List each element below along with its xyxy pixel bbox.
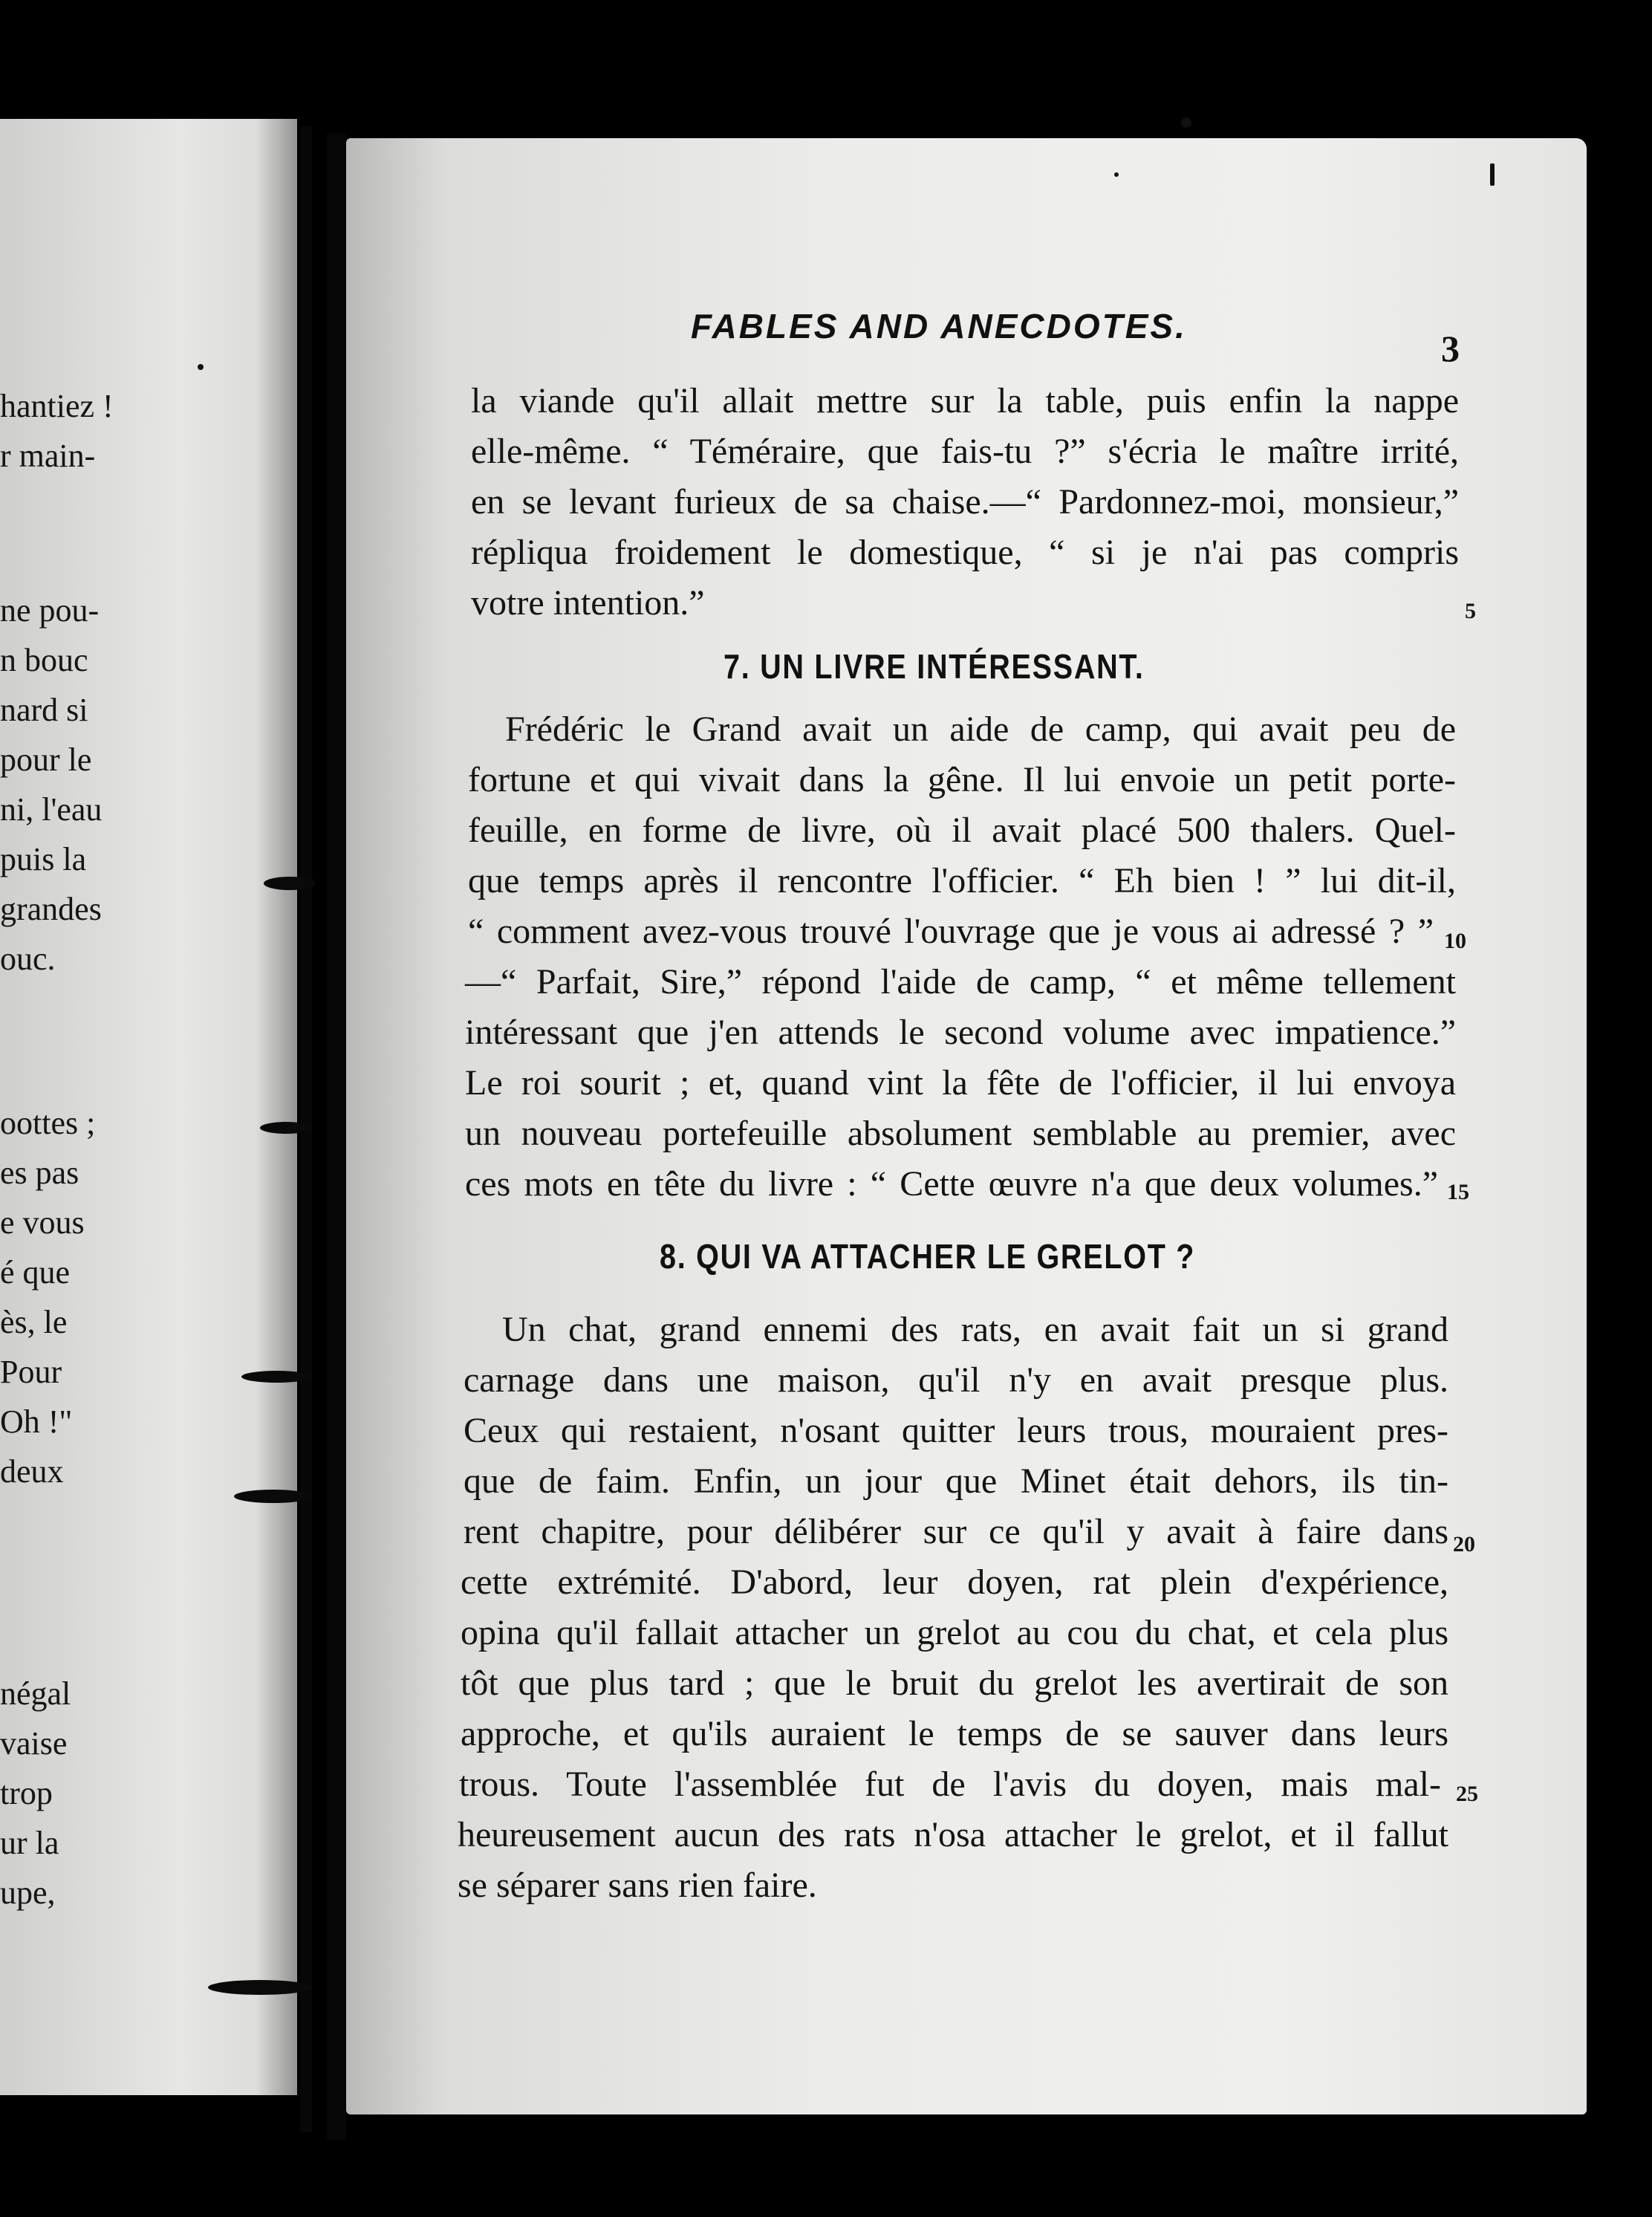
left-page-line: r main- — [0, 438, 96, 474]
section-title: 7. UN LIVRE INTÉRESSANT. — [723, 647, 1145, 686]
left-page-line: oottes ; — [0, 1105, 96, 1141]
left-page-line: es pas — [0, 1155, 79, 1191]
body-line: approche, et qu'ils auraient le temps de se sauver dans leurs — [461, 1714, 1448, 1753]
binding-stitch — [241, 1371, 312, 1383]
body-line: Un chat, grand ennemi des rats, en avait fait un si grand — [502, 1310, 1448, 1349]
body-line: —“ Parfait, Sire,” répond l'aide de camp, “ et même tellement — [465, 962, 1456, 1002]
left-page-line: nard si — [0, 692, 88, 728]
body-line: feuille, en forme de livre, où il avait placé 500 thalers. Quel- — [468, 811, 1456, 850]
scan-speck — [1114, 172, 1119, 177]
left-page-line: ur la — [0, 1825, 59, 1861]
line-number: 5 — [1465, 599, 1476, 623]
page-number: 3 — [1441, 328, 1460, 369]
scan-speck — [198, 364, 204, 370]
body-line: “ comment avez-vous trouvé l'ouvrage que je vous ai adressé ? ” — [468, 912, 1434, 951]
left-page-line: ouc. — [0, 941, 56, 977]
body-line: que de faim. Enfin, un jour que Minet était dehors, ils tin- — [464, 1461, 1448, 1501]
left-page-line: grandes — [0, 891, 102, 927]
book-spine-inner — [327, 134, 346, 2140]
left-page-line: deux — [0, 1453, 64, 1490]
body-line-last: votre intention.” — [471, 583, 705, 623]
body-line: tôt que plus tard ; que le bruit du grelot les avertirait de son — [461, 1663, 1448, 1703]
body-line: en se levant furieux de sa chaise.—“ Pardonnez-moi, monsieur,” — [471, 482, 1459, 522]
spine-shadow — [256, 119, 301, 2110]
body-line: Frédéric le Grand avait un aide de camp, qui avait peu de — [505, 710, 1456, 749]
body-line: Le roi sourit ; et, quand vint la fête de l'officier, il lui envoya — [465, 1063, 1456, 1103]
left-page-line: Pour — [0, 1354, 62, 1390]
body-line: fortune et qui vivait dans la gêne. Il lui envoie un petit porte- — [468, 760, 1456, 799]
running-header: FABLES AND ANECDOTES. — [691, 307, 1187, 345]
line-number: 20 — [1453, 1532, 1475, 1557]
body-line: carnage dans une maison, qu'il n'y en avait presque plus. — [464, 1360, 1448, 1400]
body-line: répliqua froidement le domestique, “ si je n'ai pas compris — [471, 533, 1459, 572]
left-page-line: ès, le — [0, 1304, 68, 1340]
left-page-line: n bouc — [0, 642, 88, 678]
body-line: que temps après il rencontre l'officier. “ Eh bien ! ” lui dit-il, — [468, 861, 1456, 900]
binding-stitch — [208, 1980, 312, 1995]
line-number: 15 — [1447, 1180, 1469, 1204]
scan-speck — [1490, 163, 1495, 186]
body-line: elle-même. “ Téméraire, que fais-tu ?” s'écria le maître irrité, — [471, 432, 1459, 471]
left-page-line: trop — [0, 1775, 53, 1811]
left-page-line: puis la — [0, 841, 87, 877]
left-page-line: pour le — [0, 741, 92, 778]
left-page-line: hantiez ! — [0, 388, 114, 424]
left-page-line: vaise — [0, 1725, 68, 1762]
section-title: 8. QUI VA ATTACHER LE GRELOT ? — [660, 1237, 1196, 1276]
binding-stitch — [260, 1122, 312, 1134]
body-line: la viande qu'il allait mettre sur la table, puis enfin la nappe — [471, 381, 1459, 421]
body-line: un nouveau portefeuille absolument semblable au premier, avec — [465, 1114, 1456, 1153]
body-line: opina qu'il fallait attacher un grelot au cou du chat, et cela plus — [461, 1613, 1448, 1652]
left-page-line: e vous — [0, 1204, 85, 1241]
scan-speck — [1181, 117, 1191, 128]
left-page-line: négal — [0, 1675, 71, 1712]
body-line-last: se séparer sans rien faire. — [458, 1866, 817, 1905]
binding-stitch — [234, 1490, 312, 1503]
body-line: cette extrémité. D'abord, leur doyen, rat plein d'expérience, — [461, 1562, 1448, 1602]
body-line: intéressant que j'en attends le second volume avec impatience.” — [465, 1013, 1456, 1052]
body-line: ces mots en tête du livre : “ Cette œuvre n'a que deux volumes.” — [465, 1164, 1438, 1204]
binding-stitch — [264, 877, 316, 890]
left-page-line: Oh !" — [0, 1403, 73, 1440]
left-page-fragment — [0, 119, 297, 2095]
left-page-line: ne pou- — [0, 592, 100, 629]
body-line: trous. Toute l'assemblée fut de l'avis du doyen, mais mal- — [459, 1765, 1441, 1804]
body-line: heureusement aucun des rats n'osa attacher le grelot, et il fallut — [458, 1815, 1448, 1854]
body-line: Ceux qui restaient, n'osant quitter leurs trous, mouraient pres- — [464, 1411, 1448, 1450]
left-page-line: é que — [0, 1254, 71, 1291]
left-page-line: upe, — [0, 1874, 56, 1911]
line-number: 10 — [1444, 929, 1466, 953]
line-number: 25 — [1456, 1782, 1478, 1806]
left-page-line: ni, l'eau — [0, 791, 103, 828]
body-line: rent chapitre, pour délibérer sur ce qu'il y avait à faire dans — [464, 1512, 1448, 1551]
